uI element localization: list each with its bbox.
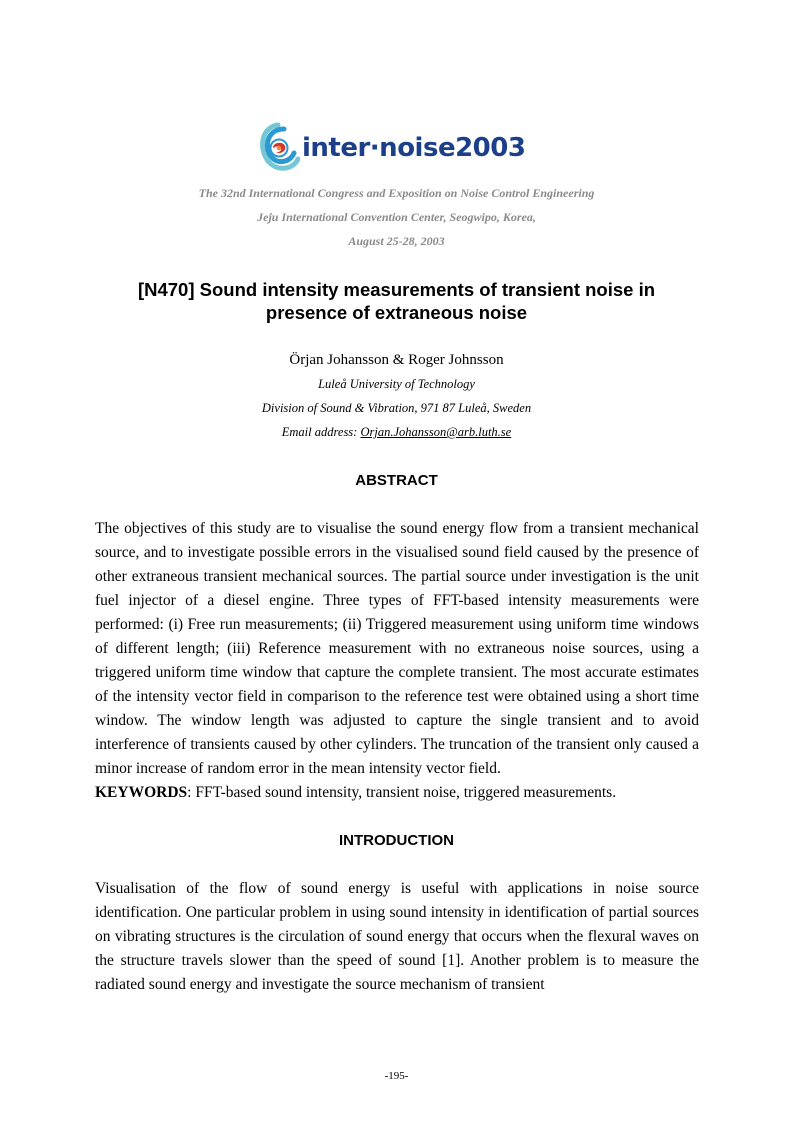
keywords-label: KEYWORDS bbox=[95, 784, 188, 801]
abstract-heading: ABSTRACT bbox=[355, 472, 438, 489]
introduction-heading: INTRODUCTION bbox=[339, 832, 454, 849]
page-number: -195- bbox=[384, 1070, 409, 1082]
introduction-body bbox=[95, 877, 699, 997]
abstract-text: The objectives of this study are to visualise the sound energy flow from a transient mechanical source, and to investigate possible errors in the visualised sound field caused by the presence of other extraneous transient mechanical sources. The partial source under investigation is the unit fuel injector of a diesel engine. Three types of FFT-based intensity measurements were performed: (i) Free run measurements; (ii) Triggered measurement using uniform time windows of different length; (iii) Reference measurement with no extraneous noise sources, using a triggered uniform time window that capture the complete transient. The most accurate estimates of the intensity vector field in comparison to the reference test were obtained using a short time window. The window length was adjusted to capture the single transient and to avoid interference of transients caused by other cylinders. The truncation of the transient only caused a minor increase of random error in the mean intensity vector field. bbox=[95, 520, 699, 777]
conference-logo bbox=[256, 120, 525, 176]
conference-dates: August 25-28, 2003 bbox=[348, 234, 445, 248]
introduction-text: Visualisation of the flow of sound energy is useful with applications in noise source identification. One particular problem in using sound intensity in identification of partial sources on vibrating structures is the circulation of sound energy that occurs when the flexural waves on the structure travels slower than the speed of sound [1]. Another problem is to measure the radiated sound energy and investigate the source mechanism of transient bbox=[95, 880, 699, 993]
affiliation: Luleå University of Technology bbox=[318, 377, 475, 391]
swirl-logo-icon bbox=[256, 121, 300, 175]
division-address: Division of Sound & Vibration, 971 87 Luleå, Sweden bbox=[261, 401, 532, 415]
logo-text: inter·noise2003 bbox=[302, 133, 526, 163]
email-label: Email address: bbox=[281, 425, 358, 439]
keywords-text: : FFT-based sound intensity, transient noise, triggered measurements. bbox=[187, 784, 617, 801]
keywords-line bbox=[95, 781, 699, 805]
paper-authors: Örjan Johansson & Roger Johnsson bbox=[289, 352, 504, 368]
abstract-body bbox=[95, 517, 699, 805]
email-line bbox=[0, 425, 793, 440]
conference-name: The 32nd International Congress and Exposition on Noise Control Engineering bbox=[198, 186, 595, 200]
paper-title: [N470] Sound intensity measurements of transient noise in presence of extraneous noise bbox=[137, 279, 656, 323]
email-link[interactable]: Orjan.Johansson@arb.luth.se bbox=[360, 425, 512, 439]
conference-venue: Jeju International Convention Center, Seogwipo, Korea, bbox=[257, 210, 536, 224]
